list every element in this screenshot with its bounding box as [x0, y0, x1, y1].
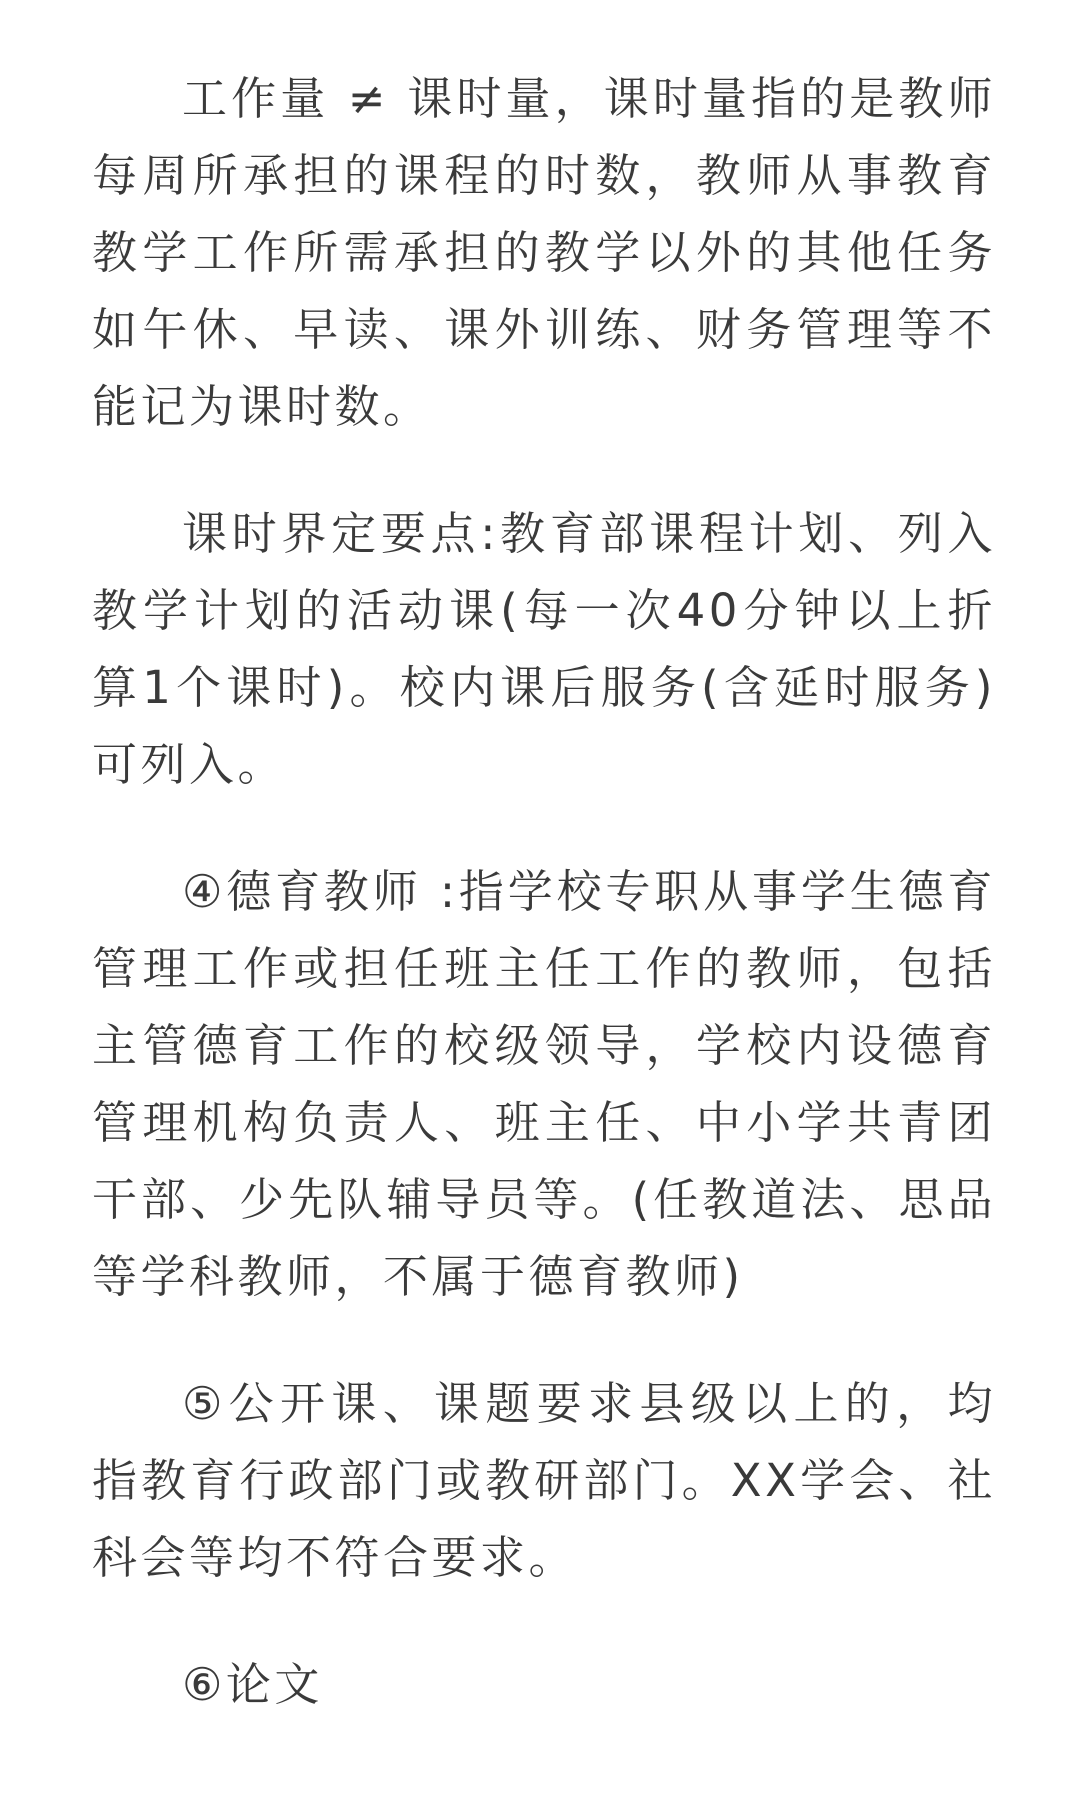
paragraph-class-hour-criteria: 课时界定要点:教育部课程计划、列入教学计划的活动课(每一次40分钟以上折算1个课时)。校内课后服务(含延时服务)可列入。: [92, 507, 996, 791]
paragraph-open-class-requirements: ⑤公开课、课题要求县级以上的，均指教育行政部门或教研部门。XX学会、社科会等均不符合要求。: [92, 1377, 996, 1584]
paragraph-moral-education-teacher: ④德育教师 :指学校专职从事学生德育管理工作或担任班主任工作的教师，包括主管德育工作的校级领导，学校内设德育管理机构负责人、班主任、中小学共青团干部、少先队辅导员等。(任教道法、思品等学科教师，不属于德育教师): [92, 865, 996, 1303]
article-body: [92, 60, 996, 1723]
paragraph-workload-definition: 工作量 ≠ 课时量，课时量指的是教师每周所承担的课程的时数，教师从事教育教学工作所需承担的教学以外的其他任务如午休、早读、课外训练、财务管理等不能记为课时数。: [92, 72, 996, 433]
paragraph-thesis-heading: ⑥论文: [182, 1658, 323, 1711]
